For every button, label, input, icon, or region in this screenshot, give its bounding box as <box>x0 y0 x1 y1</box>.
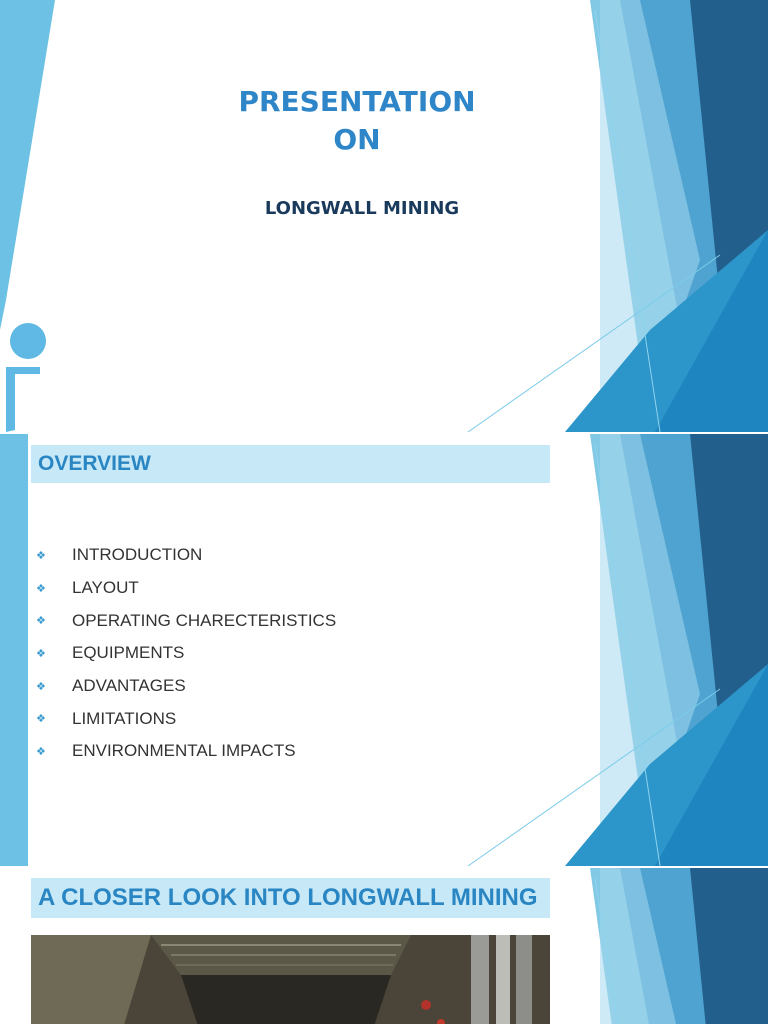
diamond-bullet-icon: ❖ <box>36 745 46 758</box>
list-item-label: LIMITATIONS <box>72 708 177 728</box>
logo <box>6 322 46 432</box>
closer-look-heading: A CLOSER LOOK INTO LONGWALL MINING <box>31 878 550 918</box>
slide-overview <box>0 434 768 866</box>
list-item <box>36 670 336 703</box>
presentation-subtitle: LONGWALL MINING <box>264 198 460 219</box>
list-item-label: INTRODUCTION <box>72 545 203 565</box>
diamond-bullet-icon: ❖ <box>36 615 46 628</box>
slide-closer-look <box>0 868 768 1024</box>
info-person-icon <box>6 322 46 432</box>
diamond-bullet-icon: ❖ <box>36 713 46 726</box>
slide-title <box>0 0 768 432</box>
presentation-title-on: ON <box>333 123 381 156</box>
list-item <box>36 539 336 572</box>
list-item-label: ADVANTAGES <box>72 676 186 696</box>
list-item <box>36 572 336 605</box>
diamond-bullet-icon: ❖ <box>36 647 46 660</box>
list-item <box>36 637 336 670</box>
diamond-bullet-icon: ❖ <box>36 549 46 562</box>
list-item-label: OPERATING CHARECTERISTICS <box>72 610 337 630</box>
longwall-mine-photo <box>31 935 550 1024</box>
list-item-label: LAYOUT <box>72 578 139 598</box>
presentation-title: PRESENTATION <box>238 85 476 118</box>
overview-list <box>36 539 336 768</box>
list-item <box>36 702 336 735</box>
diamond-bullet-icon: ❖ <box>36 582 46 595</box>
overview-heading: OVERVIEW <box>31 445 550 483</box>
list-item-label: ENVIRONMENTAL IMPACTS <box>72 741 296 761</box>
mine-tunnel-image <box>31 935 550 1024</box>
diamond-bullet-icon: ❖ <box>36 680 46 693</box>
list-item-label: EQUIPMENTS <box>72 643 185 663</box>
list-item <box>36 604 336 637</box>
list-item <box>36 735 336 768</box>
